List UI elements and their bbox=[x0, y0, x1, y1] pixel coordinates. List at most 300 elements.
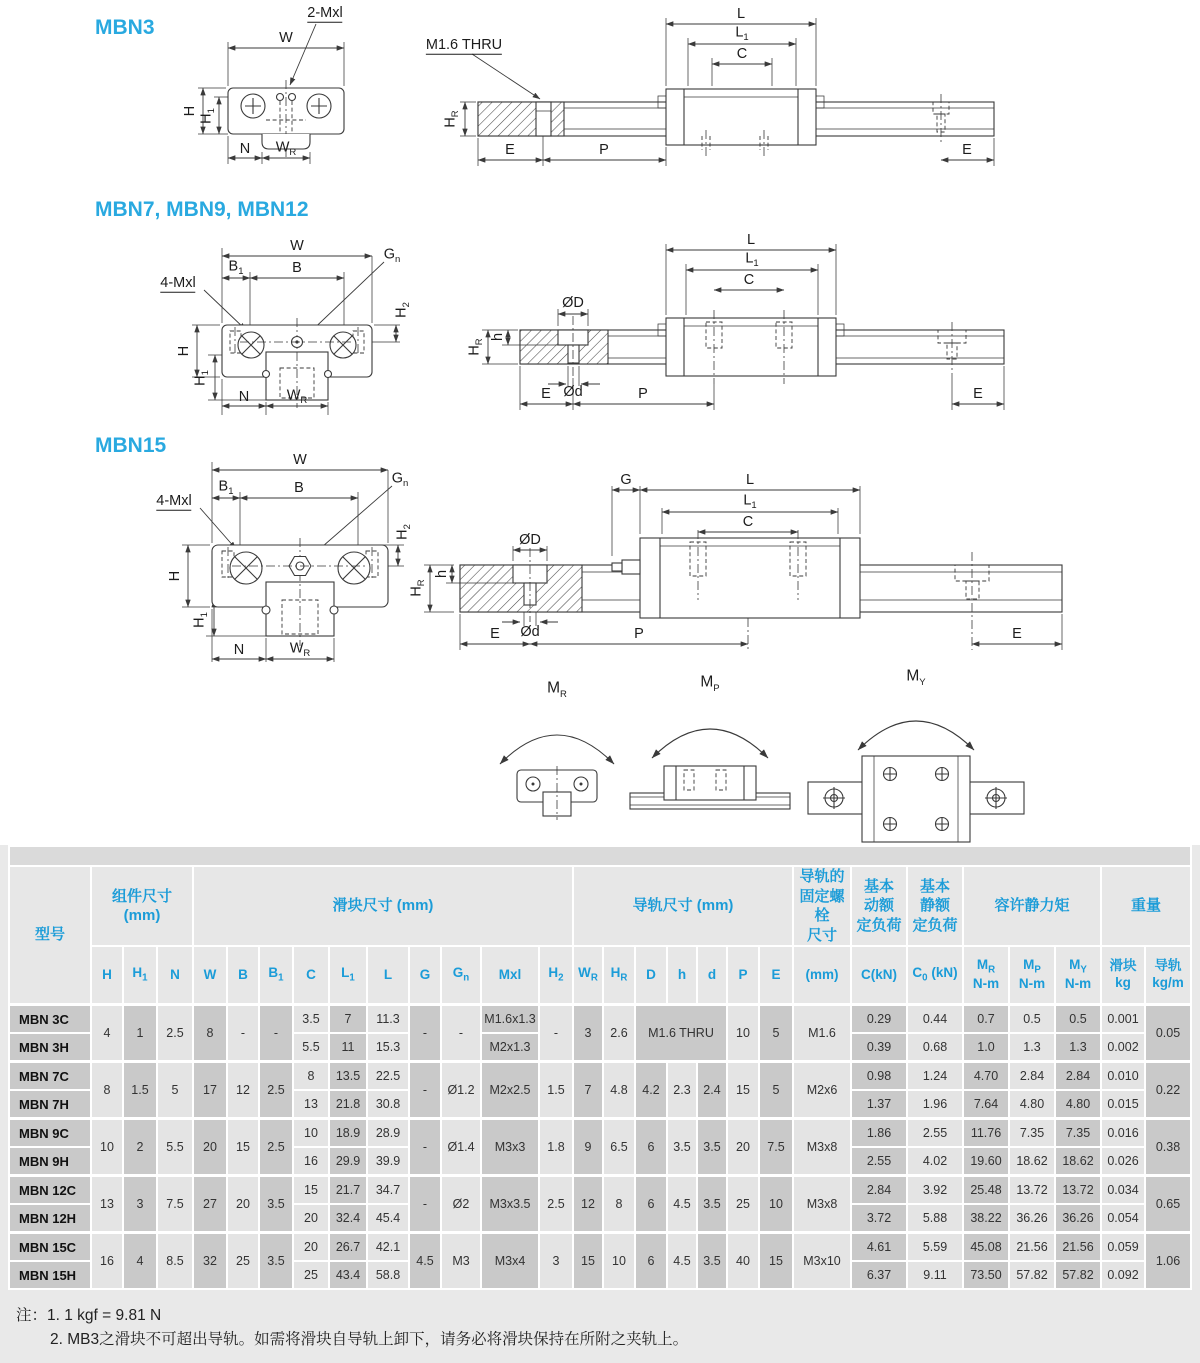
table-cell: 10 bbox=[728, 1005, 758, 1060]
table-cell: 1.5 bbox=[540, 1062, 572, 1117]
table-cell: - bbox=[410, 1062, 440, 1117]
table-cell: 13.72 bbox=[1056, 1176, 1100, 1203]
column-header: $M_P$ N-m bbox=[1010, 947, 1054, 1003]
table-cell: 8 bbox=[92, 1062, 122, 1117]
dim-label-m16thru: M1.6 THRU bbox=[425, 36, 503, 53]
model-cell: MBN 3H bbox=[10, 1034, 90, 1060]
table-cell: 7.35 bbox=[1056, 1119, 1100, 1146]
table-cell: 7.5 bbox=[760, 1119, 792, 1174]
table-cell: 2.84 bbox=[1056, 1062, 1100, 1089]
table-cell: 21.56 bbox=[1010, 1233, 1054, 1260]
dim-label-od: ØD bbox=[519, 531, 541, 548]
table-cell: 8 bbox=[194, 1005, 226, 1060]
table-cell: 8 bbox=[294, 1062, 328, 1089]
dim-label-e: E bbox=[973, 385, 983, 402]
table-cell: 7.35 bbox=[1010, 1119, 1054, 1146]
model-cell: MBN 7C bbox=[10, 1062, 90, 1089]
table-cell: 25 bbox=[228, 1233, 258, 1288]
dim-label-l: L bbox=[736, 5, 746, 22]
table-cell: 2.5 bbox=[260, 1062, 292, 1117]
table-cell: 20 bbox=[228, 1176, 258, 1231]
column-header: $W_R$ bbox=[574, 947, 602, 1003]
table-cell: 2.3 bbox=[668, 1062, 696, 1117]
table-cell: 43.4 bbox=[330, 1262, 366, 1288]
table-cell: 20 bbox=[294, 1233, 328, 1260]
table-cell: 13.5 bbox=[330, 1062, 366, 1089]
table-cell: 1.96 bbox=[908, 1091, 962, 1117]
table-cell: 22.5 bbox=[368, 1062, 408, 1089]
dim-label-h1: $H_1$ bbox=[191, 612, 211, 628]
table-cell: 18.9 bbox=[330, 1119, 366, 1146]
dim-label-wr: $W_R$ bbox=[275, 139, 297, 159]
model-cell: MBN 3C bbox=[10, 1005, 90, 1032]
table-cell: 38.22 bbox=[964, 1205, 1008, 1231]
dim-label-l1: $L_1$ bbox=[745, 250, 759, 270]
mbn3-side-view bbox=[460, 18, 994, 166]
moment-label-my: $M_Y$ bbox=[906, 667, 926, 688]
table-cell: 3.92 bbox=[908, 1176, 962, 1203]
table-cell: 15 bbox=[728, 1062, 758, 1117]
table-cell: - bbox=[410, 1005, 440, 1060]
table-cell: 0.015 bbox=[1102, 1091, 1144, 1117]
dim-label-l: L bbox=[745, 471, 755, 488]
table-cell: 1.0 bbox=[964, 1034, 1008, 1060]
table-cell: 5.59 bbox=[908, 1233, 962, 1260]
dim-label-w: W bbox=[279, 29, 293, 46]
column-group-header: 导轨尺寸 (mm) bbox=[574, 867, 792, 945]
table-cell: 4.02 bbox=[908, 1148, 962, 1174]
table-cell: 0.68 bbox=[908, 1034, 962, 1060]
table-cell: 1.8 bbox=[540, 1119, 572, 1174]
table-cell: 7.5 bbox=[158, 1176, 192, 1231]
table-cell: 4.5 bbox=[410, 1233, 440, 1288]
notes bbox=[16, 1304, 1200, 1352]
note-line-1 bbox=[16, 1304, 1200, 1328]
column-header: N bbox=[158, 947, 192, 1003]
column-header: Mxl bbox=[482, 947, 538, 1003]
table-cell: 8 bbox=[604, 1176, 634, 1231]
column-header: P bbox=[728, 947, 758, 1003]
mbn15-cross-section bbox=[182, 462, 404, 662]
dim-label-w: W bbox=[290, 237, 304, 254]
column-header: $M_R$ N-m bbox=[964, 947, 1008, 1003]
table-cell: 73.50 bbox=[964, 1262, 1008, 1288]
dim-label-gn: $G_n$ bbox=[383, 246, 401, 266]
dim-label-hole-h: h bbox=[433, 569, 450, 579]
table-cell: 1.86 bbox=[852, 1119, 906, 1146]
table-cell: 15 bbox=[760, 1233, 792, 1288]
column-header: 滑块 kg bbox=[1102, 947, 1144, 1003]
dim-label-h2: $H_2$ bbox=[394, 524, 414, 540]
table-cell: 0.65 bbox=[1146, 1176, 1190, 1231]
dim-label-b: B bbox=[292, 259, 302, 276]
column-header: L bbox=[368, 947, 408, 1003]
table-cell: M1.6 bbox=[794, 1005, 850, 1060]
table-cell: 4.8 bbox=[604, 1062, 634, 1117]
table-cell: 6 bbox=[636, 1119, 666, 1174]
table-cell: 9.11 bbox=[908, 1262, 962, 1288]
table-cell: 15.3 bbox=[368, 1034, 408, 1060]
table-top-strip bbox=[10, 847, 1190, 865]
column-header: 导轨 kg/m bbox=[1146, 947, 1190, 1003]
table-cell: 19.60 bbox=[964, 1148, 1008, 1174]
dim-label-l: L bbox=[746, 231, 756, 248]
dim-label-n: N bbox=[238, 388, 250, 405]
table-cell: M1.6 THRU bbox=[636, 1005, 726, 1060]
table-cell: 57.82 bbox=[1056, 1262, 1100, 1288]
dim-label-wr: $W_R$ bbox=[289, 640, 311, 660]
spec-section bbox=[0, 845, 1200, 1363]
column-header: $B_1$ bbox=[260, 947, 292, 1003]
model-cell: MBN 12H bbox=[10, 1205, 90, 1231]
section-title-mbn7: MBN7, MBN9, MBN12 bbox=[95, 198, 309, 221]
dim-label-wr: $W_R$ bbox=[286, 387, 308, 407]
column-header: H bbox=[92, 947, 122, 1003]
table-cell: 3.5 bbox=[698, 1176, 726, 1231]
moment-my-diagram bbox=[808, 721, 1024, 842]
table-cell: 16 bbox=[92, 1233, 122, 1288]
dim-label-od-small: Ød bbox=[520, 623, 540, 640]
column-header: $G_n$ bbox=[442, 947, 480, 1003]
table-cell: 3 bbox=[540, 1233, 572, 1288]
table-cell: 21.7 bbox=[330, 1176, 366, 1203]
table-cell: 0.092 bbox=[1102, 1262, 1144, 1288]
table-cell: M1.6x1.3 bbox=[482, 1005, 538, 1032]
dim-label-2mxl: 2-Mxl bbox=[307, 4, 343, 21]
table-cell: 3.72 bbox=[852, 1205, 906, 1231]
table-cell: 34.7 bbox=[368, 1176, 408, 1203]
table-cell: 15 bbox=[574, 1233, 602, 1288]
table-cell: 42.1 bbox=[368, 1233, 408, 1260]
dim-label-4mxl: 4-Mxl bbox=[156, 492, 192, 509]
table-cell: 17 bbox=[194, 1062, 226, 1117]
table-cell: 2 bbox=[124, 1119, 156, 1174]
table-cell: 45.4 bbox=[368, 1205, 408, 1231]
column-group-header: 型号 bbox=[10, 867, 90, 1003]
table-cell: Ø1.2 bbox=[442, 1062, 480, 1117]
table-cell: 25.48 bbox=[964, 1176, 1008, 1203]
table-cell: 12 bbox=[228, 1062, 258, 1117]
table-cell: 0.002 bbox=[1102, 1034, 1144, 1060]
dim-label-p: P bbox=[634, 625, 644, 642]
column-header: $H_1$ bbox=[124, 947, 156, 1003]
table-cell: - bbox=[442, 1005, 480, 1060]
table-cell: 29.9 bbox=[330, 1148, 366, 1174]
table-cell: 0.026 bbox=[1102, 1148, 1144, 1174]
table-cell: 3.5 bbox=[668, 1119, 696, 1174]
dim-label-hole-h: h bbox=[489, 332, 506, 342]
table-cell: 2.84 bbox=[852, 1176, 906, 1203]
table-cell: 3 bbox=[124, 1176, 156, 1231]
dim-label-h1: $H_1$ bbox=[198, 108, 218, 124]
dim-label-l1: $L_1$ bbox=[735, 24, 749, 44]
table-cell: 2.5 bbox=[158, 1005, 192, 1060]
table-cell: 13.72 bbox=[1010, 1176, 1054, 1203]
column-group-header: 容许静力矩 bbox=[964, 867, 1100, 945]
table-cell: 0.059 bbox=[1102, 1233, 1144, 1260]
table-cell: 0.98 bbox=[852, 1062, 906, 1089]
column-header: $L_1$ bbox=[330, 947, 366, 1003]
note-text: 2. MB3之滑块不可超出导轨。如需将滑块自导轨上卸下，请务必将滑块保持在所附之夹轨上。 bbox=[50, 1331, 689, 1349]
dim-label-h: H bbox=[181, 105, 198, 117]
dim-label-hr: $H_R$ bbox=[442, 110, 462, 128]
column-header: $M_Y$ N-m bbox=[1056, 947, 1100, 1003]
column-header: E bbox=[760, 947, 792, 1003]
table-cell: 2.84 bbox=[1010, 1062, 1054, 1089]
table-cell: 2.55 bbox=[852, 1148, 906, 1174]
moment-label-mp: $M_P$ bbox=[700, 673, 720, 694]
table-cell: M3x10 bbox=[794, 1233, 850, 1288]
table-cell: 4.5 bbox=[668, 1233, 696, 1288]
dim-label-od: ØD bbox=[562, 294, 584, 311]
column-header: D bbox=[636, 947, 666, 1003]
dim-label-e: E bbox=[962, 141, 972, 158]
table-cell: 1.24 bbox=[908, 1062, 962, 1089]
table-cell: 3.5 bbox=[698, 1233, 726, 1288]
table-cell: M3x3.5 bbox=[482, 1176, 538, 1231]
dim-label-gn: $G_n$ bbox=[391, 470, 409, 490]
table-cell: 0.034 bbox=[1102, 1176, 1144, 1203]
table-cell: 5.5 bbox=[158, 1119, 192, 1174]
table-cell: 2.6 bbox=[604, 1005, 634, 1060]
column-group-header: 基本 静额 定负荷 bbox=[908, 867, 962, 945]
table-cell: 25 bbox=[728, 1176, 758, 1231]
dim-label-b1: $B_1$ bbox=[228, 258, 244, 278]
table-cell: 0.5 bbox=[1056, 1005, 1100, 1032]
dim-label-h1: $H_1$ bbox=[192, 370, 212, 386]
column-header: (mm) bbox=[794, 947, 850, 1003]
note-line-2 bbox=[50, 1328, 1200, 1352]
table-cell: 1.3 bbox=[1010, 1034, 1054, 1060]
model-cell: MBN 15H bbox=[10, 1262, 90, 1288]
column-header: d bbox=[698, 947, 726, 1003]
table-cell: 30.8 bbox=[368, 1091, 408, 1117]
table-cell: 3.5 bbox=[260, 1233, 292, 1288]
column-group-header: 导轨的 固定螺栓 尺寸 bbox=[794, 867, 850, 945]
table-cell: 27 bbox=[194, 1176, 226, 1231]
table-cell: 18.62 bbox=[1010, 1148, 1054, 1174]
dim-label-p: P bbox=[638, 385, 648, 402]
table-cell: 3.5 bbox=[294, 1005, 328, 1032]
table-cell: 11 bbox=[330, 1034, 366, 1060]
dim-label-w: W bbox=[293, 451, 307, 468]
dim-label-l1: $L_1$ bbox=[743, 492, 757, 512]
spec-table bbox=[8, 845, 1192, 1290]
table-cell: 1.06 bbox=[1146, 1233, 1190, 1288]
column-header: $H_2$ bbox=[540, 947, 572, 1003]
table-cell: 21.8 bbox=[330, 1091, 366, 1117]
table-cell: 10 bbox=[604, 1233, 634, 1288]
table-cell: 0.5 bbox=[1010, 1005, 1054, 1032]
note-label: 注： bbox=[16, 1307, 48, 1324]
table-cell: 15 bbox=[228, 1119, 258, 1174]
dim-label-hr: $H_R$ bbox=[408, 579, 428, 597]
table-cell: 18.62 bbox=[1056, 1148, 1100, 1174]
table-cell: 5.88 bbox=[908, 1205, 962, 1231]
column-group-header: 基本 动额 定负荷 bbox=[852, 867, 906, 945]
table-cell: 13 bbox=[92, 1176, 122, 1231]
table-cell: 0.016 bbox=[1102, 1119, 1144, 1146]
dim-label-n: N bbox=[233, 641, 245, 658]
dim-label-b1: $B_1$ bbox=[218, 478, 234, 498]
column-header: $C_0$ (kN) bbox=[908, 947, 962, 1003]
table-cell: 36.26 bbox=[1010, 1205, 1054, 1231]
moment-label-mr: $M_R$ bbox=[547, 679, 567, 700]
model-cell: MBN 7H bbox=[10, 1091, 90, 1117]
table-cell: - bbox=[260, 1005, 292, 1060]
table-cell: 36.26 bbox=[1056, 1205, 1100, 1231]
table-cell: 1.3 bbox=[1056, 1034, 1100, 1060]
table-cell: - bbox=[410, 1176, 440, 1231]
table-cell: 5 bbox=[158, 1062, 192, 1117]
table-cell: 5.5 bbox=[294, 1034, 328, 1060]
table-cell: 10 bbox=[294, 1119, 328, 1146]
table-cell: 4 bbox=[92, 1005, 122, 1060]
table-cell: 32 bbox=[194, 1233, 226, 1288]
table-cell: 2.4 bbox=[698, 1062, 726, 1117]
model-cell: MBN 12C bbox=[10, 1176, 90, 1203]
mbn3-cross-section bbox=[198, 24, 344, 164]
table-cell: 4.5 bbox=[668, 1176, 696, 1231]
table-cell: 16 bbox=[294, 1148, 328, 1174]
dim-label-c: C bbox=[736, 45, 748, 62]
table-cell: M2x6 bbox=[794, 1062, 850, 1117]
table-cell: 0.001 bbox=[1102, 1005, 1144, 1032]
table-cell: 11.3 bbox=[368, 1005, 408, 1032]
column-group-header: 滑块尺寸 (mm) bbox=[194, 867, 572, 945]
mbn7-side-view bbox=[482, 244, 1004, 410]
section-title-mbn3: MBN3 bbox=[95, 16, 155, 39]
dim-label-e: E bbox=[505, 141, 515, 158]
table-cell: 2.55 bbox=[908, 1119, 962, 1146]
table-cell: 4 bbox=[124, 1233, 156, 1288]
table-cell: 0.39 bbox=[852, 1034, 906, 1060]
table-cell: 9 bbox=[574, 1119, 602, 1174]
table-cell: M2x1.3 bbox=[482, 1034, 538, 1060]
table-cell: 6.5 bbox=[604, 1119, 634, 1174]
table-cell: 6 bbox=[636, 1176, 666, 1231]
column-header: C bbox=[294, 947, 328, 1003]
table-cell: M3x8 bbox=[794, 1119, 850, 1174]
table-cell: 4.2 bbox=[636, 1062, 666, 1117]
dim-label-b: B bbox=[294, 479, 304, 496]
table-cell: - bbox=[410, 1119, 440, 1174]
table-cell: 7 bbox=[574, 1062, 602, 1117]
dim-label-h2: $H_2$ bbox=[393, 302, 413, 318]
table-cell: 20 bbox=[294, 1205, 328, 1231]
note-text: 1. 1 kgf = 9.81 N bbox=[47, 1307, 162, 1324]
table-cell: 5 bbox=[760, 1062, 792, 1117]
table-cell: Ø2 bbox=[442, 1176, 480, 1231]
column-header: W bbox=[194, 947, 226, 1003]
column-header: h bbox=[668, 947, 696, 1003]
table-cell: 57.82 bbox=[1010, 1262, 1054, 1288]
model-cell: MBN 9C bbox=[10, 1119, 90, 1146]
table-cell: 2.5 bbox=[540, 1176, 572, 1231]
table-cell: M3x3 bbox=[482, 1119, 538, 1174]
dim-label-h: H bbox=[175, 345, 192, 357]
dim-label-n: N bbox=[239, 140, 251, 157]
table-cell: 2.5 bbox=[260, 1119, 292, 1174]
table-cell: M3x4 bbox=[482, 1233, 538, 1288]
table-cell: - bbox=[228, 1005, 258, 1060]
table-cell: 26.7 bbox=[330, 1233, 366, 1260]
column-header: G bbox=[410, 947, 440, 1003]
table-cell: 10 bbox=[760, 1176, 792, 1231]
column-group-header: 组件尺寸 (mm) bbox=[92, 867, 192, 945]
table-cell: 45.08 bbox=[964, 1233, 1008, 1260]
table-cell: 7.64 bbox=[964, 1091, 1008, 1117]
table-cell: 3.5 bbox=[260, 1176, 292, 1231]
table-cell: 28.9 bbox=[368, 1119, 408, 1146]
dim-label-c: C bbox=[743, 271, 755, 288]
table-cell: 4.61 bbox=[852, 1233, 906, 1260]
table-cell: 0.38 bbox=[1146, 1119, 1190, 1174]
table-cell: 21.56 bbox=[1056, 1233, 1100, 1260]
table-cell: M2x2.5 bbox=[482, 1062, 538, 1117]
dim-label-hr: $H_R$ bbox=[466, 338, 486, 356]
table-cell: 10 bbox=[92, 1119, 122, 1174]
table-cell: 0.29 bbox=[852, 1005, 906, 1032]
dim-label-4mxl: 4-Mxl bbox=[160, 274, 196, 291]
table-cell: 3.5 bbox=[698, 1119, 726, 1174]
column-header: $H_R$ bbox=[604, 947, 634, 1003]
dim-label-od-small: Ød bbox=[563, 383, 583, 400]
table-cell: 7 bbox=[330, 1005, 366, 1032]
table-cell: 0.05 bbox=[1146, 1005, 1190, 1060]
table-cell: 40 bbox=[728, 1233, 758, 1288]
table-cell: 6.37 bbox=[852, 1262, 906, 1288]
table-cell: 13 bbox=[294, 1091, 328, 1117]
table-cell: 0.22 bbox=[1146, 1062, 1190, 1117]
table-cell: 58.8 bbox=[368, 1262, 408, 1288]
table-cell: 12 bbox=[574, 1176, 602, 1231]
table-cell: 0.054 bbox=[1102, 1205, 1144, 1231]
table-cell: 0.7 bbox=[964, 1005, 1008, 1032]
table-cell: 15 bbox=[294, 1176, 328, 1203]
moment-mr-diagram bbox=[500, 735, 614, 820]
table-cell: 5 bbox=[760, 1005, 792, 1060]
column-header: B bbox=[228, 947, 258, 1003]
table-cell: 11.76 bbox=[964, 1119, 1008, 1146]
table-cell: M3 bbox=[442, 1233, 480, 1288]
table-cell: 20 bbox=[728, 1119, 758, 1174]
table-cell: 32.4 bbox=[330, 1205, 366, 1231]
table-cell: 1.37 bbox=[852, 1091, 906, 1117]
dim-label-h: H bbox=[166, 570, 183, 582]
table-cell: 1 bbox=[124, 1005, 156, 1060]
table-cell: Ø1.4 bbox=[442, 1119, 480, 1174]
table-cell: 0.010 bbox=[1102, 1062, 1144, 1089]
dim-label-c: C bbox=[742, 513, 754, 530]
table-cell: 4.80 bbox=[1056, 1091, 1100, 1117]
table-cell: 4.80 bbox=[1010, 1091, 1054, 1117]
table-cell: 3 bbox=[574, 1005, 602, 1060]
moment-mp-diagram bbox=[630, 729, 790, 809]
table-cell: 0.44 bbox=[908, 1005, 962, 1032]
table-cell: 20 bbox=[194, 1119, 226, 1174]
table-cell: 6 bbox=[636, 1233, 666, 1288]
model-cell: MBN 9H bbox=[10, 1148, 90, 1174]
dim-label-e: E bbox=[541, 385, 551, 402]
dim-label-g: G bbox=[620, 471, 632, 488]
table-cell: 1.5 bbox=[124, 1062, 156, 1117]
model-cell: MBN 15C bbox=[10, 1233, 90, 1260]
dim-label-e: E bbox=[1012, 625, 1022, 642]
dim-label-p: P bbox=[599, 141, 609, 158]
table-cell: 8.5 bbox=[158, 1233, 192, 1288]
table-cell: - bbox=[540, 1005, 572, 1060]
